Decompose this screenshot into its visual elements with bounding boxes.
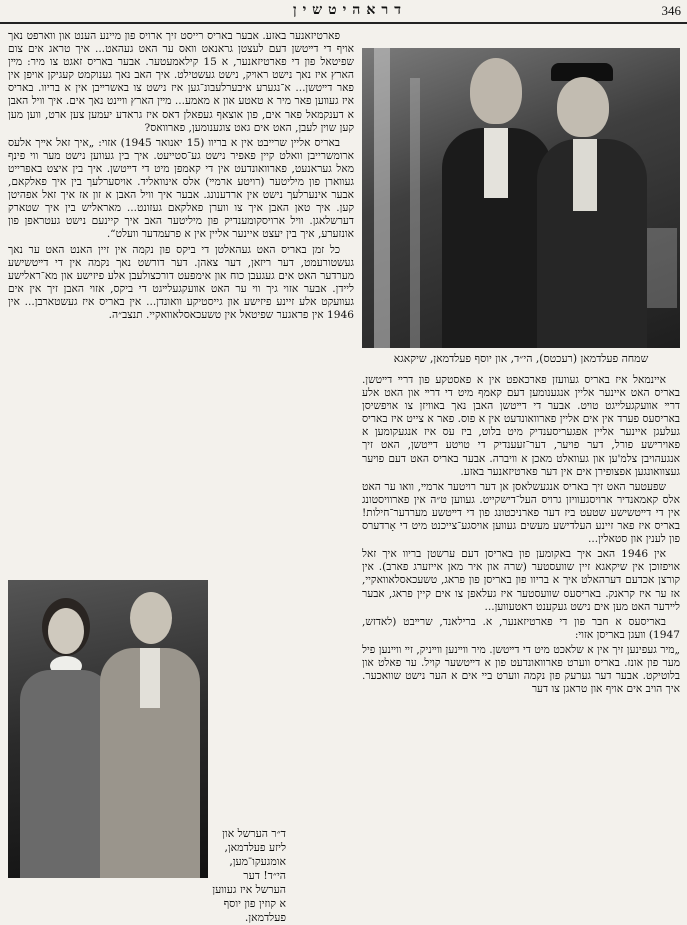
woman-figure (20, 598, 112, 878)
quote-paragraph: „מיר געפינען זיך אין א שלאכט מיט די דײטשן. מיר װײנען װײניק, זײ װײנען פיל מער פון אונז. באריס ווערט פארוואונדעט פון א דײטשער קויל. ער פאלט און בלוטיקט. אבער דער גערעק פון נקמה ווערט ביי אים א הער נישט שוואכער. איך הויב אים אויף און טראגן צו דער (362, 643, 680, 696)
running-head: דראהיטשין (293, 2, 407, 18)
right-text-column (362, 374, 680, 880)
paragraph: כל זמן באריס האט געהאלטן די ביקס פון נקמה אין זיין האנט האט ער נאך געשטורעמט, דער ריזאן, דער צאהן. דער דורשט נאך נקמה אין די דײטשישע מערדער האט אים געגעבן כוח און אימפעט דורכצולעבן אלע פיזישע און מא־ראלישע ליידן. אבער אזוי גיך ווי ער האט אװעקגעלײגט די ביקס, אזוי האבן זיך אין אים געװעקט אלע זיינע פיזישע און גייסטיקע וואונדן... אין באריס איז געשטארבן... אין 1946 אין פראגער שפיטאל אין טשעכאסלאוואקיי. תנצב״ה. (8, 243, 354, 321)
man-right-figure (537, 63, 647, 348)
paragraph: שפעטער האט זיך באריס אנגעשלאסן אן דער רויטער ארמײ, וואו ער האט אלס קאמאנדיר ארויסגעוויזן גרויס העל־דישקייט. געווען ט״ה אין פארוויסטונג אין די דײטשישע שטעט ביז דער פארניכטונג פון די דײטשע מערדער־חילות! באריס איז פאר זיינע העלדישע מעשים געווען אויסגע־צייכנט מיט די אָרדערס פון לענין און סטאלין... (362, 480, 680, 546)
photo-couple (8, 580, 208, 878)
paragraph: באריסעס א חבר פון די פארטיזאנער, א. ברילאנד, שרײבט (לאדזש, 1947) װעגן באריסן אזוי: (362, 615, 680, 641)
man-left-figure (442, 58, 552, 348)
photo-caption-bottom: ד״ר הערשל און ליזע פעלדמאן, אומגעקו־מען, הי״ד! דער הערשל איז געווען א קוזין פון יוסף פעלדמאן. (212, 827, 286, 924)
left-text-column (8, 30, 354, 576)
man-figure (100, 592, 200, 878)
paragraph: פארטיזאנער באזע. אבער באריס רייסט זיך ארויס פון מיינע הענט און װארפט נאך אויף די דײטשן דעם לעצטן גראנאט װאס ער האט געהאט... איך טראג אים צום שפיטאל פון די פארטיזאנער, א 15 קילאמעטער. אבער באריס זאגט צו מיר: מײן הארץ איז נאך נישט ראױק, נישט געשטילט. איך האב נאך גענוקמט קעגיקן אויפן אין פאר דײטשן... א־נגערע איבערלעבונ־גען איז נישט צו באשרײבן אין א בריוו. באריס איז געװען פאר מיר א טאטע און א מאמע... מײן הארץ װײנט נאך אים. איך װיל האבן א דענקמאל פאר אים, פון אוצאף געפאלן דאס איז גראדע יעמען צען ארט, ווען מען קען שוין לעבן, האט אים גאט צוגענומען, פארוואס? (8, 30, 354, 134)
photo-two-men (362, 48, 680, 348)
page-header (0, 0, 687, 24)
page-number: 346 (661, 3, 681, 18)
paragraph: איינמאל איז באריס געוועזן פארכאפט אין א פאסטקע פון דרײ דײטשן. באריס האט איינער אליין אנגענומען דעם קאמף מיט די דרײ און האט אלע דרײ אװעקגעלײגט טױט. אבער די דײטשן האבן נאך באװיזן צו אױפשיסן באריסעס פערד אין אים אליין פארוואונדעט אין א פוס. פאר א צייט איז באריס געלעגן איינער אליין אפגעריסענדיק מיט בלוט, ביז עס איז אנגעקומען א פאוירישע פורל, דער פויער, דער־זעענדיק די טױטע דײטשן, האט זיך אנגעהויבן צלמ'ען און געוואלט מאכן א װיברה. אבער באריס האט דעם פויער געצוואונגען אפצופירן אים אין דער פארטיזאנער באזע. (362, 374, 680, 478)
photo-caption-top: שמחה פעלדמאן (רעכטס), הי״ד, און יוסף פעלדמאן, שיקאגא (393, 352, 649, 365)
paragraph: אין 1946 האב איך באקומען פון באריסן דעם ערשטן בריוו איך זאל אויפזוכן אין שיקאגא זיין שוועסטער (שרה און איר מאן אייזערג פארב). אין קורצן אכדעם דערהאלט איך א בריוו פון באריסן פון פראג, טשעכאסלאוואקיי, אז ער איז קראנק. באריסעס שוועסטער איז געלאפן צו אים קיין פראג, אבער לײדער האט מען אים נישט געקענט ראטעווען... (362, 548, 680, 613)
paragraph: באריס אליין שרייבט אין א בריוו (15 יאנואר 1945) אזוי: „איך זאל אײך אלעס ארומשרייבן וואלט קיין פאפיר נישט גע־סטייעט. איך בין געווען נישט מער ווי פינף מאל געראנעט, פארוואונדעט אין די קאמפן מיט די דײטשן. איך בין איצט באפרייט געװארן פון מיליטער (רויטע ארמײ) אלס אינוואליד. אויסערלעך בין איך פאלקאם, אבער אינערלעך נישט אין ארדענונג. אבער איך וויל האבן א זון אז איך זאל אפהיטן קען. איך טאן האבן איך צו ווערן פאלקאם געזונט... מאראליש בין איך שטארק דערשלאגן. וויל ארויסקומענדיק פון מיליטער האב איך קיינעם נישט געטראפן פון אונזערע, איך בין יעצט איינער אליין אין א פרעמדער וועלט“. (8, 136, 354, 241)
